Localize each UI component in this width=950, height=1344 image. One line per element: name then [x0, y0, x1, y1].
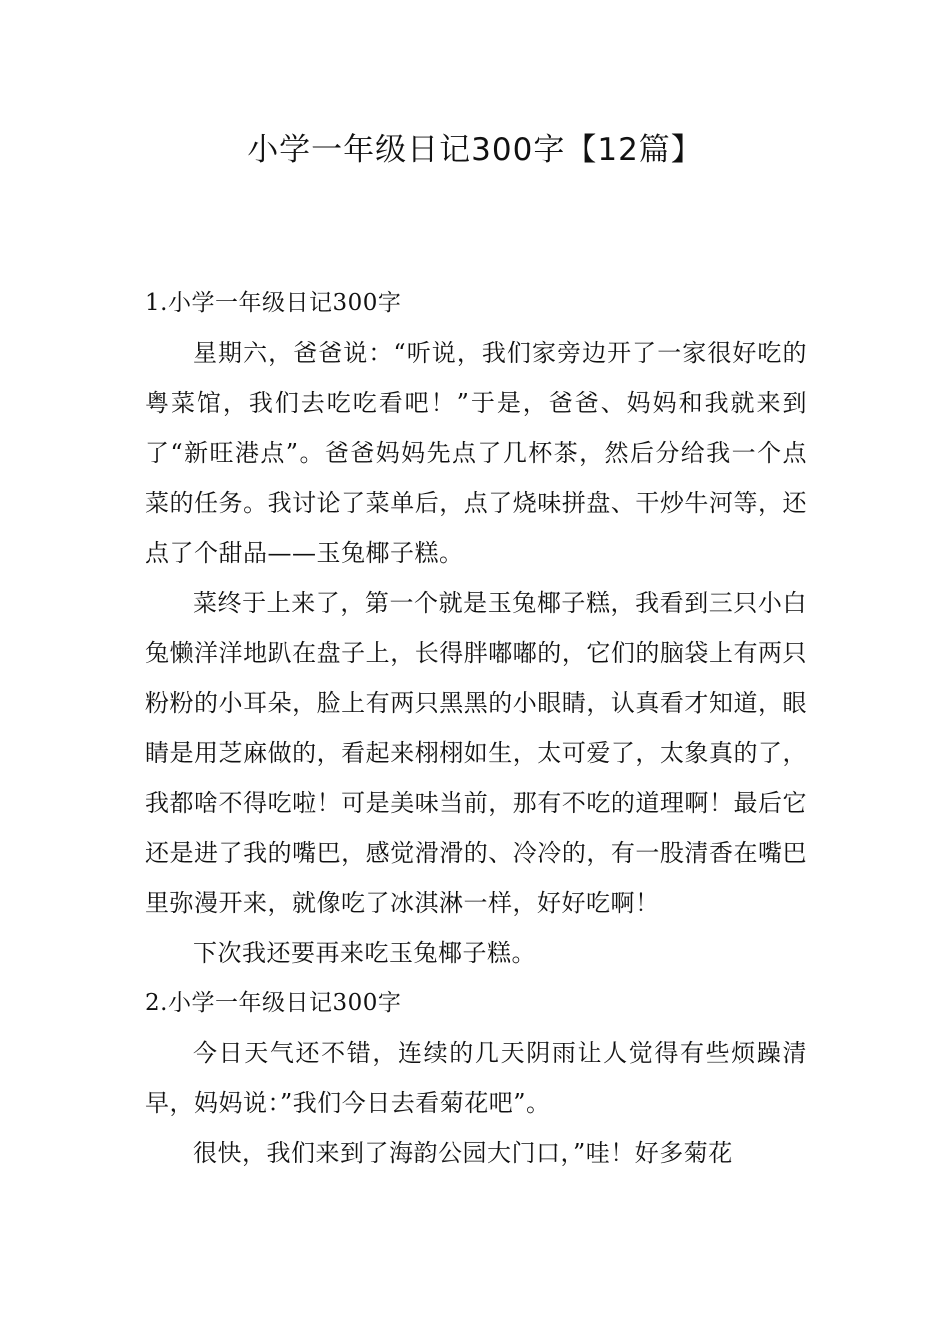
paragraph: 很快，我们来到了海韵公园大门口，”哇！好多菊花: [193, 1139, 733, 1167]
paragraph: 星期六，爸爸说：“听说，我们家旁边开了一家很好吃的粤菜馆，我们去吃吃看吧！”于是，爸爸、妈妈和我就来到了“新旺港点”。爸爸妈妈先点了几杯茶，然后分给我一个点菜的任务。我讨论了菜单后，点了烧味拼盘、干炒牛河等，还点了个甜品——玉兔椰子糕。: [145, 339, 807, 567]
paragraph: 今日天气还不错，连续的几天阴雨让人觉得有些烦躁清早，妈妈说：”我们今日去看菊花吧”。: [145, 1039, 807, 1117]
section-heading: 1.小学一年级日记300字: [145, 290, 402, 316]
section-2: [145, 978, 807, 1178]
section-heading: 2.小学一年级日记300字: [145, 990, 402, 1016]
document-body: [145, 278, 807, 1178]
document-title: 小学一年级日记300字【12篇】: [247, 132, 703, 168]
section-1: [145, 278, 807, 978]
paragraph: 菜终于上来了，第一个就是玉兔椰子糕，我看到三只小白兔懒洋洋地趴在盘子上，长得胖嘟嘟的，它们的脑袋上有两只粉粉的小耳朵，脸上有两只黑黑的小眼睛，认真看才知道，眼睛是用芝麻做的，看起来栩栩如生，太可爱了，太象真的了，我都啥不得吃啦！可是美味当前，那有不吃的道理啊！最后它还是进了我的嘴巴，感觉滑滑的、冷冷的，有一股清香在嘴巴里弥漫开来，就像吃了冰淇淋一样，好好吃啊！: [145, 589, 807, 917]
paragraph: 下次我还要再来吃玉兔椰子糕。: [193, 939, 536, 967]
